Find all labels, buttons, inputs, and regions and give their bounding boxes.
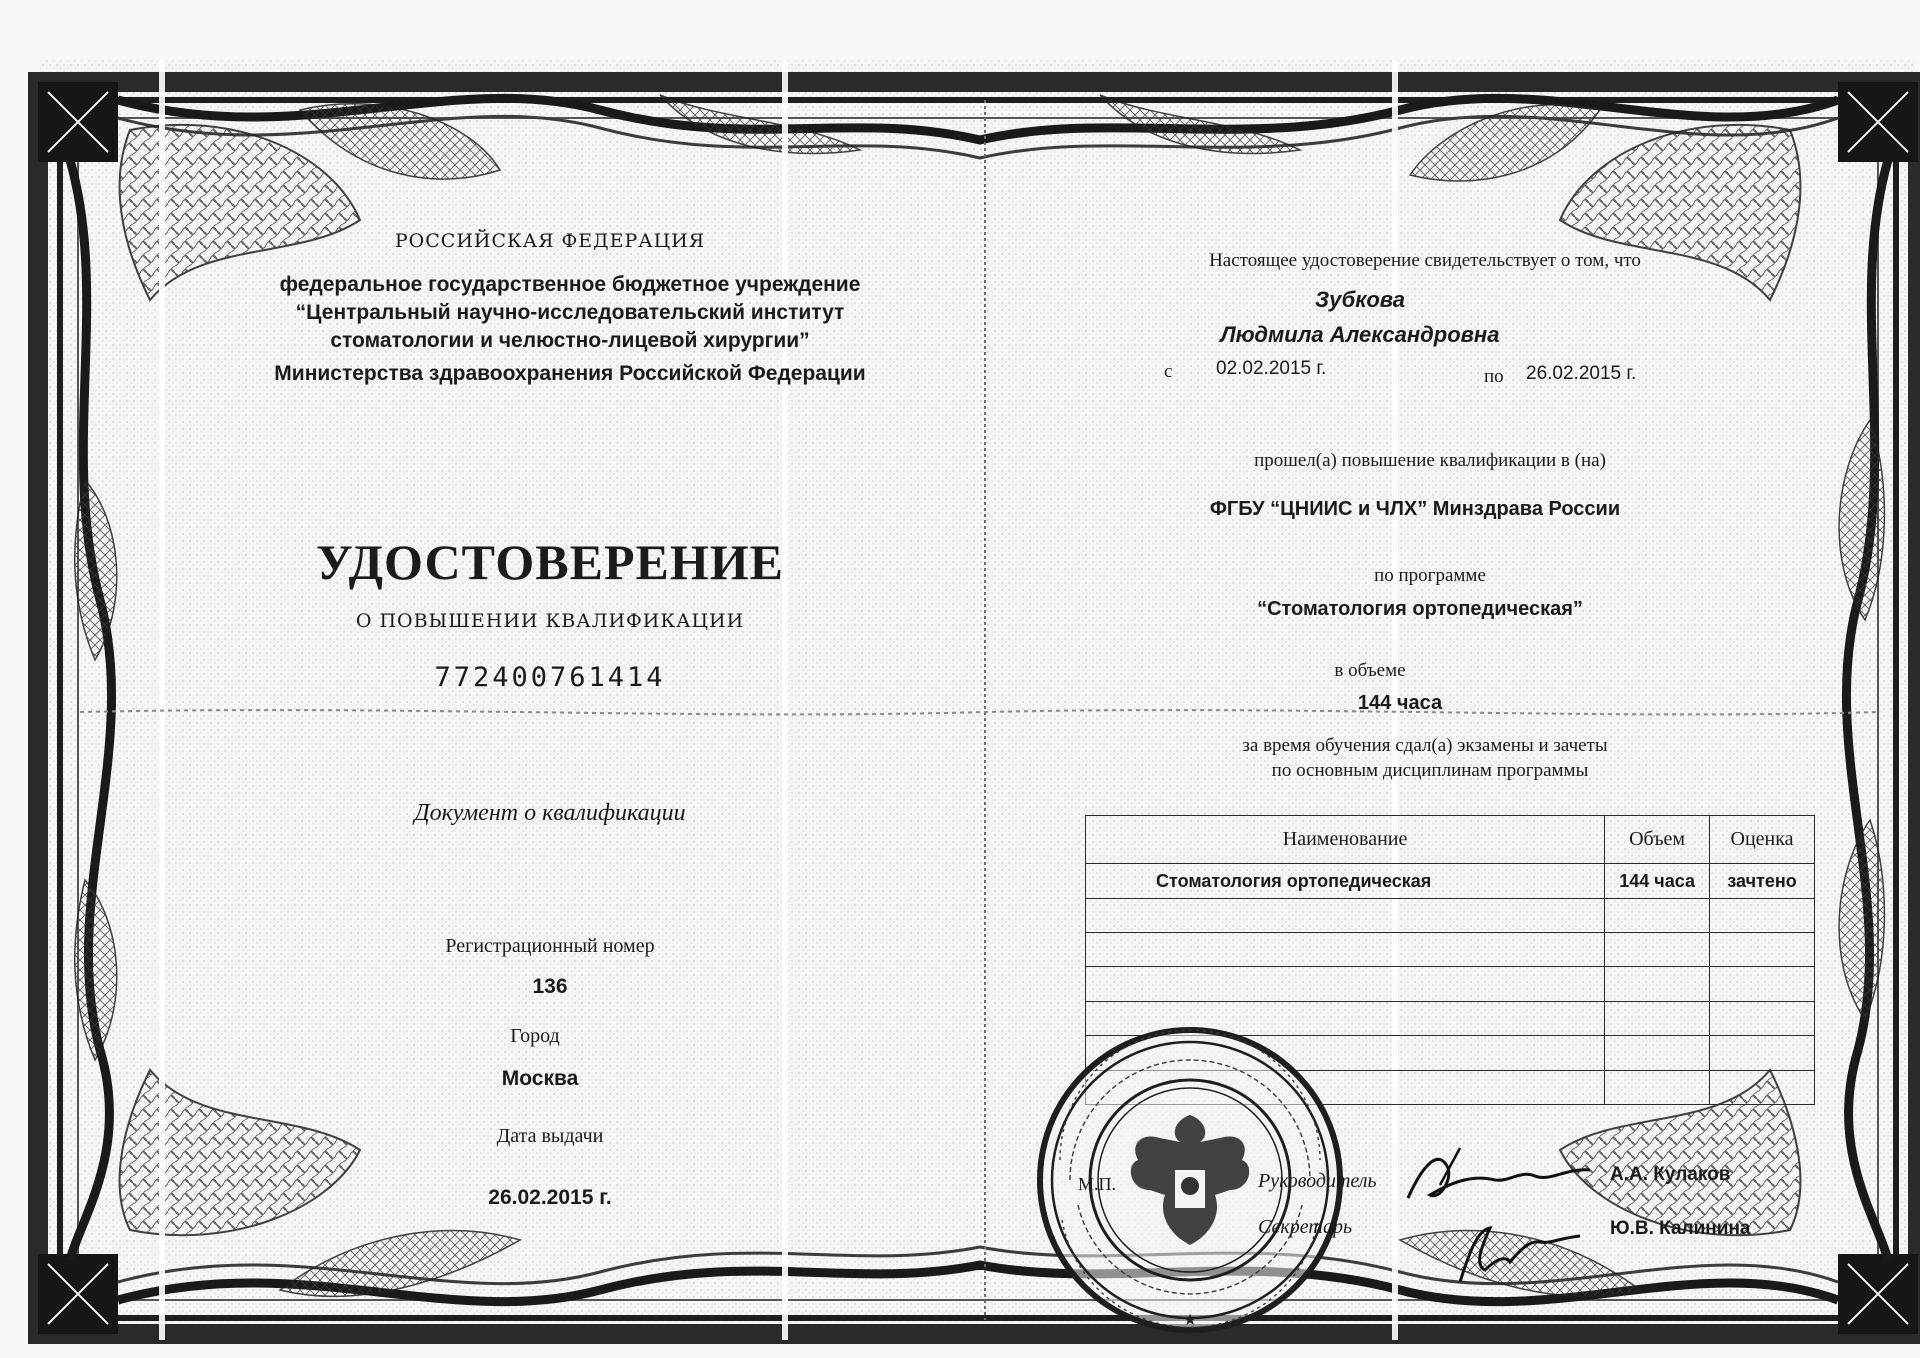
city-label: Город [510, 1025, 560, 1047]
subject-volume [1605, 967, 1710, 1001]
column-header-name: Наименование [1086, 816, 1605, 864]
institution-line-2: “Центральный научно-исследовательский институт [295, 301, 845, 324]
column-header-volume: Объем [1605, 816, 1710, 864]
column-header-grade: Оценка [1710, 816, 1815, 864]
head-label: Руководитель [1258, 1170, 1377, 1192]
head-name: А.А. Кулаков [1610, 1164, 1731, 1185]
certificate-title: УДОСТОВЕРЕНИЕ [316, 534, 784, 590]
certificate-subtitle: О ПОВЫШЕНИИ КВАЛИФИКАЦИИ [355, 610, 745, 632]
head-signature [1400, 1140, 1600, 1215]
table-row [1086, 967, 1815, 1001]
intro-text: Настоящее удостоверение свидетельствует о том, что [1209, 250, 1641, 271]
subject-grade [1710, 967, 1815, 1001]
subject-grade [1710, 1070, 1815, 1104]
exams-text-2: по основным дисциплинам программы [1271, 760, 1589, 781]
table-header-row [1086, 816, 1815, 864]
subject-grade [1710, 1036, 1815, 1070]
issue-date-label: Дата выдачи [496, 1125, 604, 1147]
subject-grade [1710, 898, 1815, 932]
subject-volume [1605, 933, 1710, 967]
table-row [1086, 933, 1815, 967]
holder-surname: Зубкова [1314, 287, 1406, 312]
country-label: РОССИЙСКАЯ ФЕДЕРАЦИЯ [394, 230, 706, 252]
subject-name [1086, 933, 1605, 967]
table-row [1086, 864, 1815, 898]
subject-volume [1605, 1001, 1710, 1035]
city-value: Москва [501, 1067, 579, 1090]
serial-number: 772400761414 [434, 662, 666, 693]
period-to-label: по [1484, 366, 1504, 387]
volume-value: 144 часа [1357, 692, 1443, 714]
registration-label: Регистрационный номер [445, 935, 655, 957]
secretary-label: Секретарь [1258, 1216, 1353, 1238]
subject-volume [1605, 1036, 1710, 1070]
stamp-place-label: М.П. [1078, 1174, 1117, 1194]
period-to-date: 26.02.2015 г. [1526, 363, 1637, 384]
secretary-name: Ю.В. Калинина [1610, 1218, 1751, 1239]
program-name: “Стоматология ортопедическая” [1257, 598, 1583, 620]
institution-line-3: стоматологии и челюстно-лицевой хирургии” [330, 329, 810, 352]
passed-text: прошел(а) повышение квалификации в (на) [1254, 450, 1606, 471]
registration-number: 136 [532, 975, 568, 998]
secretary-signature [1450, 1210, 1590, 1290]
subject-name: Стоматология ортопедическая [1086, 864, 1605, 898]
document-type: Документ о квалификации [414, 800, 686, 826]
subject-grade: зачтено [1710, 864, 1815, 898]
institution-line-1: федеральное государственное бюджетное учреждение [279, 273, 861, 296]
svg-text:★: ★ [1182, 1312, 1198, 1329]
subject-name [1086, 898, 1605, 932]
subject-name [1086, 967, 1605, 1001]
organization-name: ФГБУ “ЦНИИС и ЧЛХ” Минздрава России [1209, 498, 1621, 520]
exams-text-1: за время обучения сдал(а) экзамены и зачеты [1242, 735, 1608, 756]
table-row [1086, 898, 1815, 932]
institution-line-4: Министерства здравоохранения Российской Федерации [274, 362, 866, 385]
period-from-date: 02.02.2015 г. [1216, 358, 1327, 379]
volume-label: в объеме [1334, 660, 1406, 681]
subject-volume: 144 часа [1605, 864, 1710, 898]
issue-date: 26.02.2015 г. [488, 1186, 612, 1209]
program-label: по программе [1374, 565, 1486, 586]
holder-given-names: Людмила Александровна [1220, 322, 1500, 347]
subject-grade [1710, 933, 1815, 967]
period-from-label: с [1164, 361, 1173, 382]
subject-volume [1605, 1070, 1710, 1104]
subject-volume [1605, 898, 1710, 932]
subject-grade [1710, 1001, 1815, 1035]
